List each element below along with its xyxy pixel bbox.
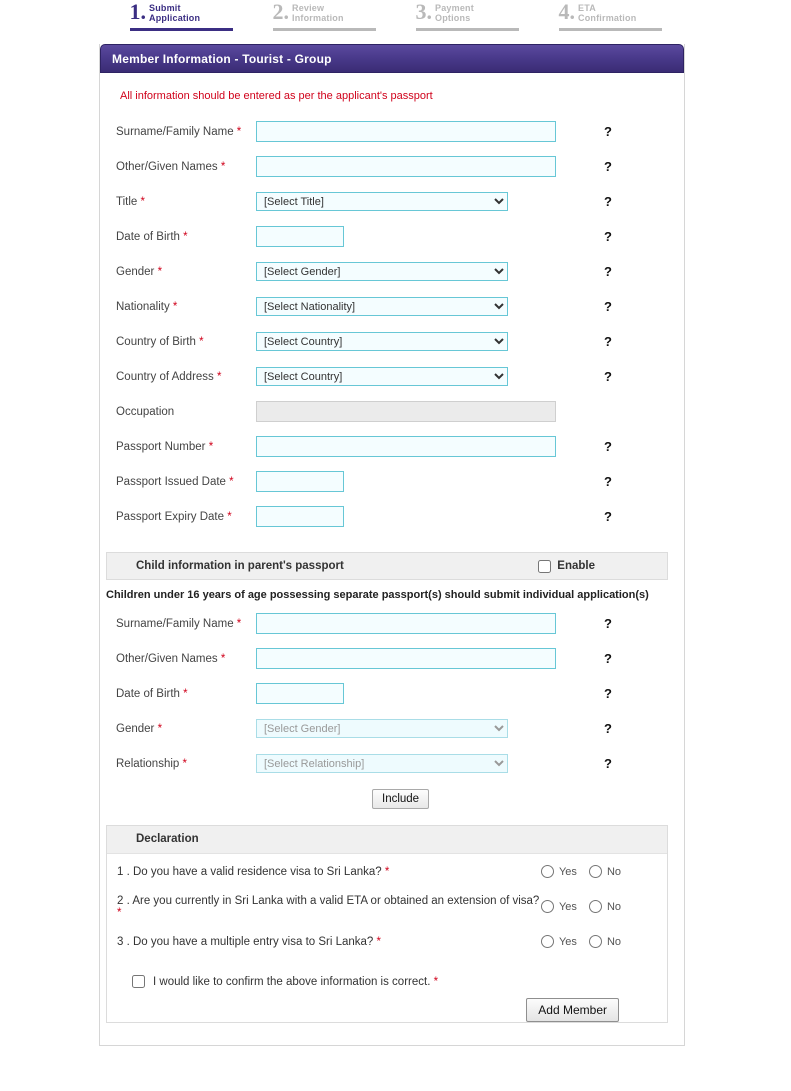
child-information-note: Children under 16 years of age possessing separate passport(s) should submit individual application(s)	[106, 589, 649, 601]
child-date-of-birth-control	[256, 683, 344, 704]
child-gender-control	[256, 719, 508, 738]
date-of-birth-label	[116, 231, 256, 243]
child-enable-checkbox[interactable]	[538, 560, 551, 573]
declaration-question-1-text	[117, 866, 541, 878]
surname-label	[116, 126, 256, 138]
declaration-q1-no-label[interactable]: No	[606, 865, 621, 878]
occupation-label-text: Occupation	[116, 405, 175, 418]
step-number: 3.	[415, 0, 432, 24]
required-marker: *	[217, 370, 222, 383]
declaration-question-1	[107, 854, 667, 889]
declaration-q2-no[interactable]	[589, 900, 621, 913]
confirm-label	[153, 976, 438, 988]
help-icon[interactable]: ?	[604, 299, 612, 314]
surname-input[interactable]	[256, 121, 556, 142]
step-label-line2: Information	[292, 13, 344, 23]
required-marker: *	[172, 300, 178, 313]
given-names-control	[256, 156, 556, 177]
passport-number-control	[256, 436, 556, 457]
panel-body	[100, 73, 684, 1045]
passport-issued-date-label-text: Passport Issued Date	[116, 475, 226, 488]
country-of-address-label	[116, 371, 256, 383]
declaration-question-2-text	[117, 895, 541, 919]
step-review-information[interactable]	[273, 0, 376, 31]
declaration-box	[106, 825, 668, 1023]
passport-number-label-text: Passport Number	[116, 440, 206, 453]
child-given-names-label	[116, 653, 256, 665]
field-row-passport-issued-date	[100, 464, 684, 499]
child-gender-select[interactable]	[256, 719, 508, 738]
child-field-row-date-of-birth	[100, 676, 684, 711]
passport-issued-date-control	[256, 471, 344, 492]
required-marker: *	[236, 617, 242, 630]
child-enable-wrap	[538, 560, 655, 573]
step-payment-options[interactable]	[416, 0, 519, 31]
required-marker: *	[208, 440, 214, 453]
required-marker: *	[384, 865, 390, 878]
child-given-names-control	[256, 648, 556, 669]
help-icon[interactable]: ?	[604, 474, 612, 489]
declaration-question-2	[107, 889, 667, 924]
step-label-line2: Confirmation	[578, 13, 637, 23]
title-label	[116, 196, 256, 208]
step-number: 1.	[129, 0, 146, 24]
member-information-panel	[99, 44, 685, 1046]
required-marker: *	[227, 510, 232, 523]
child-surname-input[interactable]	[256, 613, 556, 634]
help-icon[interactable]: ?	[604, 616, 612, 631]
declaration-q1-yes-label[interactable]: Yes	[558, 865, 577, 878]
step-label-line2: Application	[149, 13, 201, 23]
child-date-of-birth-label	[116, 688, 256, 700]
field-row-nationality	[100, 289, 684, 324]
step-eta-confirmation[interactable]	[559, 0, 662, 31]
declaration-q1-yes[interactable]	[541, 865, 577, 878]
child-date-of-birth-input[interactable]	[256, 683, 344, 704]
panel-title: Member Information - Tourist - Group	[100, 44, 684, 73]
declaration-question-2-label: 2 . Are you currently in Sri Lanka with a valid ETA or obtained an extension of visa?	[117, 894, 540, 907]
passport-expiry-date-input[interactable]	[256, 506, 344, 527]
child-date-of-birth-label-text: Date of Birth	[116, 687, 180, 700]
add-member-wrap	[107, 988, 667, 1022]
child-relationship-label	[116, 758, 256, 770]
declaration-q3-yes-label[interactable]: Yes	[558, 935, 577, 948]
child-gender-label	[116, 723, 256, 735]
declaration-q2-yes-label[interactable]: Yes	[558, 900, 577, 913]
step-label	[435, 1, 474, 23]
child-surname-control	[256, 613, 556, 634]
required-marker: *	[157, 265, 163, 278]
help-icon[interactable]: ?	[604, 756, 612, 771]
nationality-select[interactable]	[256, 297, 508, 316]
step-number: 4.	[558, 0, 575, 24]
declaration-question-3-label: 3 . Do you have a multiple entry visa to Sri Lanka?	[117, 935, 374, 948]
country-of-birth-label-text: Country of Birth	[116, 335, 196, 348]
required-marker: *	[199, 335, 204, 348]
declaration-heading: Declaration	[107, 826, 667, 854]
child-given-names-label-text: Other/Given Names	[116, 652, 218, 665]
step-label-line1: ETA	[578, 3, 596, 13]
field-row-occupation	[100, 394, 684, 429]
child-field-row-relationship	[100, 746, 684, 781]
required-marker: *	[157, 722, 163, 735]
declaration-question-3	[107, 924, 667, 959]
child-surname-label-text: Surname/Family Name	[116, 617, 234, 630]
declaration-q3-no[interactable]	[589, 935, 621, 948]
child-field-row-gender	[100, 711, 684, 746]
include-button[interactable]: Include	[372, 789, 429, 809]
country-of-birth-label	[116, 336, 256, 348]
date-of-birth-input[interactable]	[256, 226, 344, 247]
occupation-label	[116, 406, 256, 418]
step-label	[292, 1, 344, 23]
step-submit-application[interactable]	[130, 0, 233, 31]
help-icon[interactable]: ?	[604, 721, 612, 736]
child-field-row-surname	[100, 606, 684, 641]
declaration-q2-yes-radio[interactable]	[541, 900, 554, 913]
field-row-passport-expiry-date	[100, 499, 684, 534]
child-surname-label	[116, 618, 256, 630]
passport-issued-date-input[interactable]	[256, 471, 344, 492]
date-of-birth-control	[256, 226, 344, 247]
help-icon[interactable]: ?	[604, 194, 612, 209]
gender-label-text: Gender	[116, 265, 155, 278]
help-icon[interactable]: ?	[604, 509, 612, 524]
step-label	[149, 1, 200, 23]
country-of-address-select[interactable]	[256, 367, 508, 386]
gender-label	[116, 266, 256, 278]
occupation-control	[256, 401, 556, 422]
gender-control	[256, 262, 508, 281]
declaration-q2-yes[interactable]	[541, 900, 577, 913]
help-icon[interactable]: ?	[604, 124, 612, 139]
date-of-birth-label-text: Date of Birth	[116, 230, 180, 243]
declaration-question-3-text	[117, 936, 541, 948]
given-names-input[interactable]	[256, 156, 556, 177]
child-information-header	[106, 552, 668, 580]
passport-notice: All information should be entered as per the applicant's passport	[120, 90, 433, 102]
confirm-row	[107, 959, 667, 988]
field-row-country-of-birth	[100, 324, 684, 359]
help-icon[interactable]: ?	[604, 229, 612, 244]
step-label-line1: Payment	[435, 3, 474, 13]
required-marker: *	[117, 906, 122, 919]
passport-expiry-date-control	[256, 506, 344, 527]
declaration-q1-yes-radio[interactable]	[541, 865, 554, 878]
required-marker: *	[220, 652, 226, 665]
title-control	[256, 192, 508, 211]
required-marker: *	[220, 160, 226, 173]
field-row-country-of-address	[100, 359, 684, 394]
country-of-birth-control	[256, 332, 508, 351]
field-row-gender	[100, 254, 684, 289]
add-member-button[interactable]: Add Member	[526, 998, 619, 1022]
wizard-steps	[0, 0, 791, 34]
title-label-text: Title	[116, 195, 138, 208]
field-row-passport-number	[100, 429, 684, 464]
help-icon[interactable]: ?	[604, 159, 612, 174]
declaration-q3-yes[interactable]	[541, 935, 577, 948]
required-marker: *	[140, 195, 145, 208]
child-gender-label-text: Gender	[116, 722, 155, 735]
surname-label-text: Surname/Family Name	[116, 125, 234, 138]
country-of-address-control	[256, 367, 508, 386]
child-given-names-input[interactable]	[256, 648, 556, 669]
help-icon[interactable]: ?	[604, 369, 612, 384]
help-icon[interactable]: ?	[604, 264, 612, 279]
confirm-label-text: I would like to confirm the above information is correct.	[153, 975, 431, 988]
step-number: 2.	[272, 0, 289, 24]
include-button-wrap	[100, 781, 684, 813]
passport-expiry-date-label-text: Passport Expiry Date	[116, 510, 225, 523]
declaration-q3-yes-radio[interactable]	[541, 935, 554, 948]
required-marker: *	[183, 230, 188, 243]
child-relationship-select[interactable]	[256, 754, 508, 773]
child-field-row-given-names	[100, 641, 684, 676]
help-icon[interactable]: ?	[604, 686, 612, 701]
declaration-q2-no-radio[interactable]	[589, 900, 602, 913]
passport-number-label	[116, 441, 256, 453]
child-relationship-control	[256, 754, 508, 773]
country-of-address-label-text: Country of Address	[116, 370, 214, 383]
declaration-q2-no-label[interactable]: No	[606, 900, 621, 913]
step-label-line1: Review	[292, 3, 325, 13]
given-names-label-text: Other/Given Names	[116, 160, 218, 173]
required-marker: *	[433, 975, 439, 988]
declaration-q3-no-radio[interactable]	[589, 935, 602, 948]
required-marker: *	[236, 125, 242, 138]
confirm-checkbox[interactable]	[132, 975, 145, 988]
field-row-date-of-birth	[100, 219, 684, 254]
passport-expiry-date-label	[116, 511, 256, 523]
passport-number-input[interactable]	[256, 436, 556, 457]
step-label	[578, 1, 636, 23]
help-icon[interactable]: ?	[604, 334, 612, 349]
help-icon[interactable]: ?	[604, 439, 612, 454]
declaration-question-1-label: 1 . Do you have a valid residence visa to Sri Lanka?	[117, 865, 382, 878]
gender-select[interactable]	[256, 262, 508, 281]
title-select[interactable]	[256, 192, 508, 211]
nationality-label	[116, 301, 256, 313]
child-information-title: Child information in parent's passport	[136, 560, 344, 572]
required-marker: *	[376, 935, 382, 948]
step-label-line1: Submit	[149, 3, 181, 13]
surname-control	[256, 121, 556, 142]
field-row-surname	[100, 114, 684, 149]
required-marker: *	[183, 687, 188, 700]
step-label-line2: Options	[435, 13, 471, 23]
field-row-title	[100, 184, 684, 219]
declaration-q1-no-radio[interactable]	[589, 865, 602, 878]
declaration-q3-no-label[interactable]: No	[606, 935, 621, 948]
required-marker: *	[229, 475, 234, 488]
child-relationship-label-text: Relationship	[116, 757, 180, 770]
nationality-label-text: Nationality	[116, 300, 170, 313]
passport-issued-date-label	[116, 476, 256, 488]
nationality-control	[256, 297, 508, 316]
country-of-birth-select[interactable]	[256, 332, 508, 351]
required-marker: *	[182, 757, 187, 770]
field-row-given-names	[100, 149, 684, 184]
declaration-q1-no[interactable]	[589, 865, 621, 878]
given-names-label	[116, 161, 256, 173]
occupation-input	[256, 401, 556, 422]
help-icon[interactable]: ?	[604, 651, 612, 666]
child-enable-label[interactable]: Enable	[557, 560, 595, 572]
